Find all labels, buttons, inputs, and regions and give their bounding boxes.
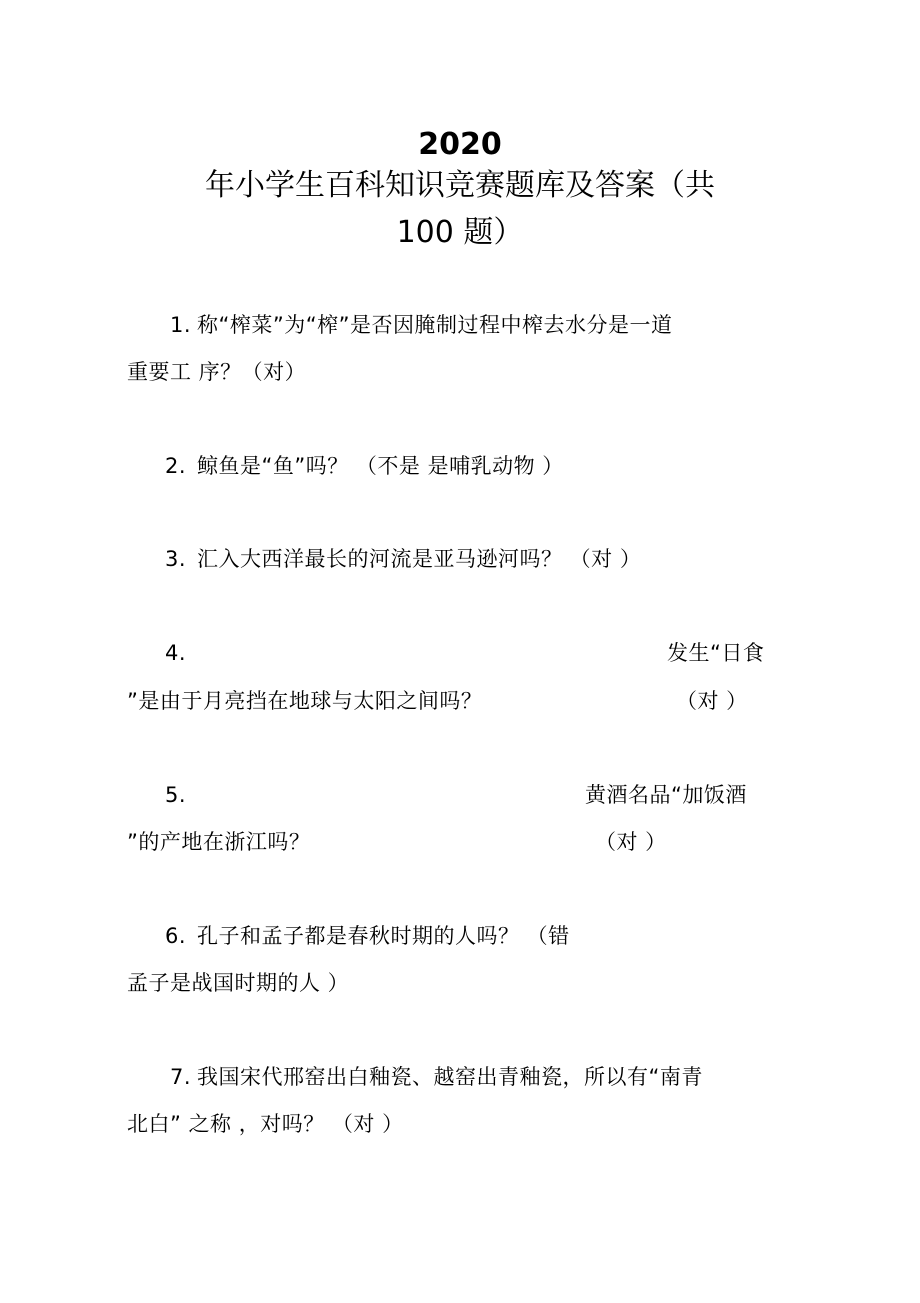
question-4-number: 4. xyxy=(165,641,187,665)
question-1-number: 1. xyxy=(170,313,192,337)
title-count: 100 题） xyxy=(396,215,524,250)
question-1-text: 称“榨菜”为“榨”是否因腌制过程中榨去水分是一道 xyxy=(197,313,673,337)
question-5-number: 5. xyxy=(165,783,187,807)
question-4-answer: （对 ） xyxy=(676,689,748,713)
question-5-answer: （对 ） xyxy=(595,830,667,854)
question-1-text-cont: 重要工 序？（对） xyxy=(127,360,307,384)
question-3-number: 3. xyxy=(165,547,187,571)
question-7-number: 7. xyxy=(170,1065,192,1089)
question-5-text-cont: ”的产地在浙江吗？ xyxy=(127,830,311,854)
question-7-text: 我国宋代邢窑出白釉瓷、越窑出青釉瓷，所以有“南青 xyxy=(197,1065,703,1089)
question-7-text-cont: 北白” 之称 ，对吗？ （对 ） xyxy=(127,1112,404,1136)
question-5-text: 黄酒名品“加饭酒 xyxy=(585,783,747,807)
question-2-text: 鲸鱼是“鱼”吗？ （不是 是哺乳动物 ） xyxy=(197,454,564,478)
question-6-number: 6. xyxy=(165,924,187,948)
question-3-text: 汇入大西洋最长的河流是亚马逊河吗？ （对 ） xyxy=(197,547,642,571)
question-4-text-cont: ”是由于月亮挡在地球与太阳之间吗？ xyxy=(127,689,483,713)
title-year: 2020 xyxy=(418,127,502,162)
question-6-text: 孔子和孟子都是春秋时期的人吗？ （错 xyxy=(197,924,570,948)
question-2-number: 2. xyxy=(165,454,187,478)
title-main: 年小学生百科知识竞赛题库及答案（共 xyxy=(205,168,715,203)
question-6-text-cont: 孟子是战国时期的人 ） xyxy=(127,971,350,995)
question-4-text: 发生“日食 xyxy=(667,641,765,665)
